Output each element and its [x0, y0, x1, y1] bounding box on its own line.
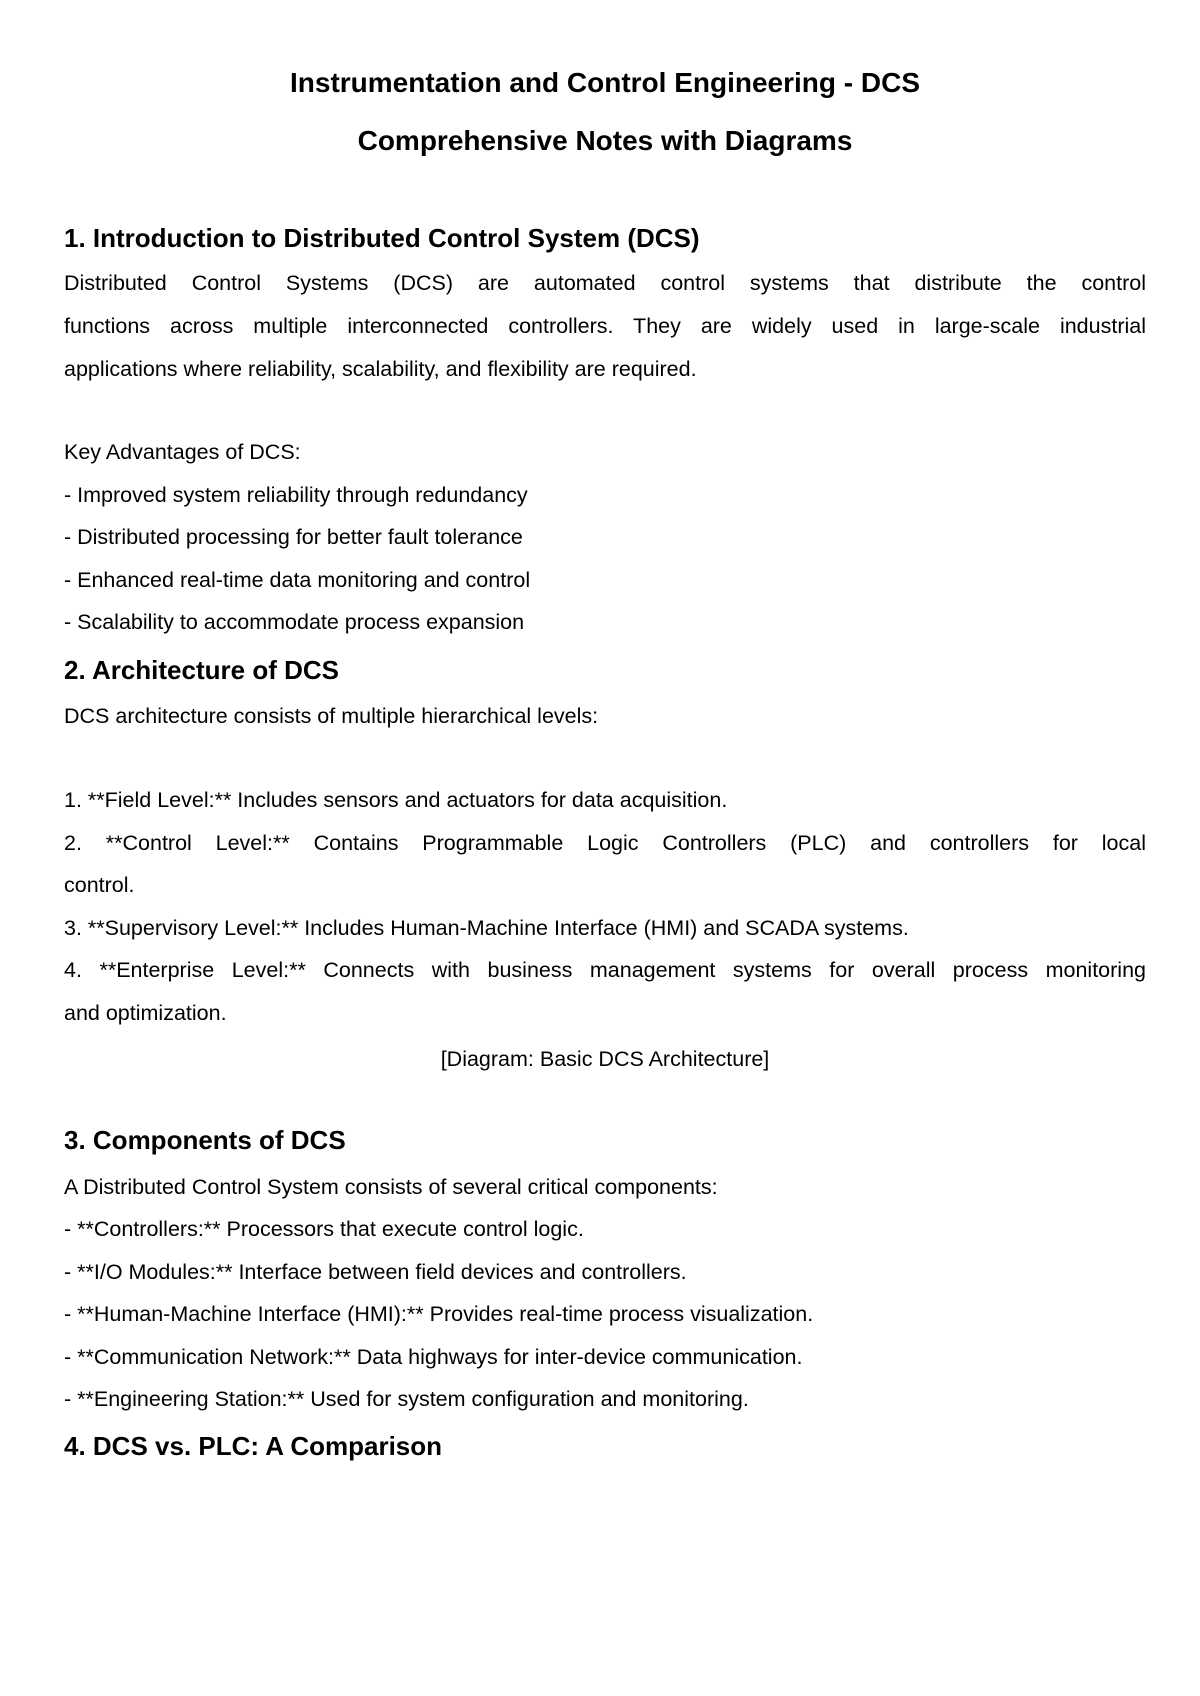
section-2-heading: 2. Architecture of DCS — [64, 655, 339, 685]
advantages-label: Key Advantages of DCS: — [64, 440, 301, 464]
document-title: Instrumentation and Control Engineering - DCS — [290, 67, 920, 98]
section-1-paragraph-line-3: applications where reliability, scalability, and flexibility are required. — [64, 357, 697, 381]
advantage-item: - Distributed processing for better fault tolerance — [64, 525, 523, 549]
advantage-item: - Improved system reliability through redundancy — [64, 483, 528, 507]
component-item: - **Human-Machine Interface (HMI):** Provides real-time process visualization. — [64, 1302, 814, 1326]
architecture-level-item: 1. **Field Level:** Includes sensors and actuators for data acquisition. — [64, 788, 728, 812]
document-subtitle: Comprehensive Notes with Diagrams — [357, 125, 853, 156]
architecture-level-item-continuation: and optimization. — [64, 1001, 227, 1025]
component-item: - **Engineering Station:** Used for system configuration and monitoring. — [64, 1387, 749, 1411]
component-item: - **I/O Modules:** Interface between field devices and controllers. — [64, 1260, 687, 1284]
diagram-caption: [Diagram: Basic DCS Architecture] — [440, 1047, 770, 1071]
section-1-paragraph-line-1: Distributed Control Systems (DCS) are automated control systems that distribute the control — [64, 271, 1146, 295]
section-3-intro: A Distributed Control System consists of several critical components: — [64, 1175, 718, 1199]
architecture-level-item-continuation: control. — [64, 873, 135, 897]
section-1-heading: 1. Introduction to Distributed Control System (DCS) — [64, 223, 700, 253]
component-item: - **Controllers:** Processors that execute control logic. — [64, 1217, 584, 1241]
section-3-heading: 3. Components of DCS — [64, 1125, 346, 1155]
architecture-level-item: 3. **Supervisory Level:** Includes Human-Machine Interface (HMI) and SCADA systems. — [64, 916, 909, 940]
architecture-level-item: 4. **Enterprise Level:** Connects with business management systems for overall process monitoring — [64, 958, 1146, 982]
section-1-paragraph-line-2: functions across multiple interconnected controllers. They are widely used in large-scale industrial — [64, 314, 1146, 338]
section-4-heading: 4. DCS vs. PLC: A Comparison — [64, 1431, 443, 1461]
component-item: - **Communication Network:** Data highways for inter-device communication. — [64, 1345, 803, 1369]
architecture-level-item: 2. **Control Level:** Contains Programmable Logic Controllers (PLC) and controllers for local — [64, 831, 1146, 855]
advantage-item: - Scalability to accommodate process expansion — [64, 610, 525, 634]
section-2-intro: DCS architecture consists of multiple hierarchical levels: — [64, 704, 599, 728]
advantage-item: - Enhanced real-time data monitoring and control — [64, 568, 531, 592]
